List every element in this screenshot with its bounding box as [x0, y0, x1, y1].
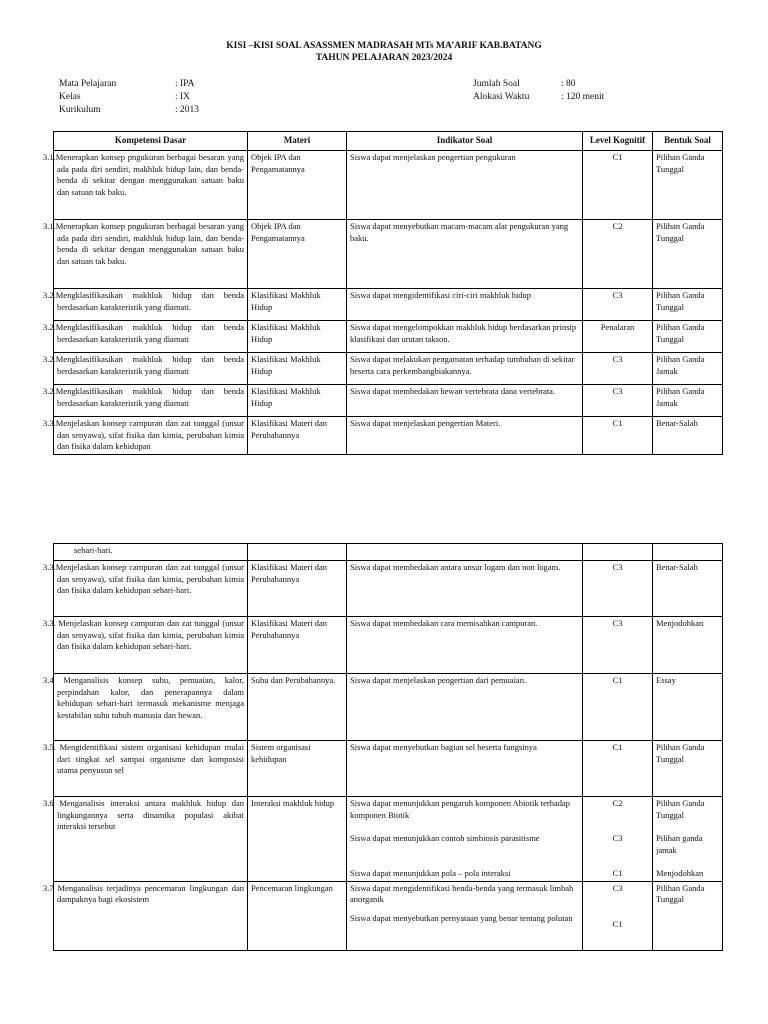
- level-item: C1: [612, 868, 623, 878]
- kd-cell: 3.4 Menganalisis konsep suhu, pemuaian, kalor, perpindahan kalor, dan penerapannya dalam kehidupan sehari-hari termasuk mekanisme menjaga kestabilan suhu tubuh manusia dan hewan.: [54, 674, 248, 741]
- bentuk-item: Pilihan Ganda Tunggal: [656, 882, 705, 904]
- bentuk-cell: Pilihan Ganda Jamak: [653, 353, 723, 385]
- document-subtitle: TAHUN PELAJARAN 2023/2024: [315, 53, 453, 63]
- table-row: [54, 353, 723, 385]
- table-row: [54, 797, 723, 882]
- kd-cell: 3.6 Menganalisis interaksi antara makhluk hidup dan lingkungannya serta dinamika populasi akibat interaksi tersebut: [54, 797, 248, 882]
- table-row: [54, 561, 723, 617]
- bentuk-cell: Pilihan Ganda Tunggal: [653, 220, 723, 289]
- level-item: C3: [612, 882, 623, 893]
- materi-cell: Klasifikasi Makhluk Hidup: [248, 321, 347, 353]
- table-header-row: [54, 132, 723, 151]
- indikator-cell: Siswa dapat menjelaskan pengertian dari pemuaian.: [347, 674, 583, 741]
- level-cell: C1: [583, 741, 653, 797]
- materi-cell: Pencemaran lingkungan: [248, 881, 347, 950]
- table-row: [54, 544, 723, 561]
- materi-cell: Interaksi makhluk hidup: [248, 797, 347, 882]
- bentuk-cell: Pilihan Ganda Tunggal: [653, 151, 723, 220]
- level-cell: C2: [583, 220, 653, 289]
- bentuk-item: Pilihan ganda jamak: [656, 833, 703, 855]
- indikator-cell: Siswa dapat menyebutkan macam-macam alat pengukuran yang baku.: [347, 220, 583, 289]
- level-cell: C3: [583, 289, 653, 321]
- indikator-cell: Siswa dapat mengelompokkan makhluk hidup berdasarkan prinsip klasifikasi dan urutan takson.: [347, 321, 583, 353]
- level-cell: [583, 544, 653, 561]
- level-cell: [583, 881, 653, 950]
- level-cell: C3: [583, 561, 653, 617]
- info-label: Alokasi Waktu: [473, 92, 530, 102]
- materi-cell: Sistem organisasi kehidupan: [248, 741, 347, 797]
- info-value: : IX: [175, 92, 191, 102]
- column-header: Materi: [248, 132, 347, 151]
- indikator-item: Siswa dapat menyebutkan pernyataan yang benar tentang polutan: [350, 912, 573, 923]
- table-row: [54, 151, 723, 220]
- materi-cell: Klasifikasi Makhluk Hidup: [248, 289, 347, 321]
- indikator-cell: [347, 797, 583, 882]
- kd-cell: 3.2.Mengklasifikasikan makhluk hidup dan benda berdasarkan karakteristik yang diamati.: [54, 289, 248, 321]
- indikator-item: Siswa dapat menunjukkan contoh simbiosis parasitisme: [350, 833, 540, 843]
- bentuk-cell: Menjodohkan: [653, 617, 723, 674]
- level-cell: C3: [583, 385, 653, 417]
- info-label: Mata Pelajaran: [59, 79, 117, 89]
- indikator-item: Siswa dapat mengidentifikasi benda-benda yang termasuk limbah anorganik: [350, 882, 574, 904]
- materi-cell: Suhu dan Perubahannya.: [248, 674, 347, 741]
- column-header: Kompetensi Dasar: [54, 132, 248, 151]
- info-label: Jumlah Soal: [473, 79, 520, 89]
- document-title: KISI –KISI SOAL ASASSMEN MADRASAH MTs MA’ARIF KAB.BATANG: [226, 41, 542, 51]
- materi-cell: Objek IPA dan Pengamatannya: [248, 220, 347, 289]
- table-row: [54, 674, 723, 741]
- bentuk-cell: [653, 881, 723, 950]
- kd-cell: 3.7 Menganalisis terjadinya pencemaran lingkungan dan dampaknya bagi ekosistem: [54, 881, 248, 950]
- info-value: : IPA: [175, 79, 195, 89]
- kd-cell: 3.2.Mengklasifikasikan makhluk hidup dan benda berdasarkan karakteristik yang diamati: [54, 353, 248, 385]
- bentuk-cell: Pilihan Ganda Tunggal: [653, 321, 723, 353]
- bentuk-item: Pilihan Ganda Tunggal: [656, 798, 705, 820]
- kd-cell: 3.1.Menerapkan konsep pngukuran berbagai besaran yang ada pada diri sendiri, makhluk hidup lain, dan benda-benda di sekitar dengan menggunakan satuan baku dan satuan tak baku.: [54, 151, 248, 220]
- table-row: [54, 385, 723, 417]
- info-right: [473, 78, 604, 104]
- kd-cell: 3.5. Mengidentifikasi sistem organisasi kehidupan mulai dari tingkat sel sampai organisme dan komposisi utama penyusun sel: [54, 741, 248, 797]
- level-item: C3: [612, 833, 623, 843]
- level-cell: C3: [583, 617, 653, 674]
- info-left: [59, 78, 199, 117]
- indikator-cell: Siswa dapat mengidentifikasi ciri-ciri makhluk hidup: [347, 289, 583, 321]
- table-row: [54, 617, 723, 674]
- table-row: [54, 741, 723, 797]
- level-cell: [583, 797, 653, 882]
- kd-cell: 3.2.Mengklasifikasikan makhluk hidup dan benda berdasarkan karakteristik yang diamati: [54, 385, 248, 417]
- bentuk-cell: Pilihan Ganda Tunggal: [653, 741, 723, 797]
- indikator-cell: [347, 881, 583, 950]
- kd-cell: 3.1.Menerapkan konsep pngukuran berbagai besaran yang ada pada diri sendiri, makhluk hidup lain, dan benda-benda di sekitar dengan menggunakan satuan baku dan satuan tak baku.: [54, 220, 248, 289]
- table-row: [54, 417, 723, 455]
- level-cell: C1: [583, 151, 653, 220]
- materi-cell: Klasifikasi Makhluk Hidup: [248, 353, 347, 385]
- kisi-table-page2: [43, 543, 723, 951]
- indikator-cell: [347, 544, 583, 561]
- materi-cell: Objek IPA dan Pengamatannya: [248, 151, 347, 220]
- indikator-cell: Siswa dapat membedakan antara unsur logam dan non logam.: [347, 561, 583, 617]
- bentuk-item: Menjodohkan: [656, 868, 704, 878]
- table-row: [54, 220, 723, 289]
- bentuk-cell: [653, 544, 723, 561]
- kd-cell: sehari-hari.: [54, 544, 248, 561]
- info-label: Kelas: [59, 92, 81, 102]
- indikator-item: Siswa dapat menunjukkan pengaruh komponen Abiotik terhadap komponen Biotik: [350, 798, 571, 820]
- table-row: [54, 289, 723, 321]
- info-label: Kurikulum: [59, 105, 101, 115]
- column-header: Bentuk Soal: [653, 132, 723, 151]
- kd-cell: 3.2.Mengklasifikasikan makhluk hidup dan benda berdasarkan karakteristik yang diamati: [54, 321, 248, 353]
- info-value: : 80: [561, 79, 576, 89]
- indikator-cell: Siswa dapat membedakan cara memisahkan campuran.: [347, 617, 583, 674]
- kd-cell: 3.3.Menjelaskan konsep campuran dan zat tunggal (unsur dan senyawa), sifat fisika dan kimia, perubahan kimia dan fisika dalam kehidupan sehari-hari.: [54, 561, 248, 617]
- bentuk-cell: Pilihan Ganda Tunggal: [653, 289, 723, 321]
- bentuk-cell: Benar-Salah: [653, 417, 723, 455]
- level-cell: C1: [583, 417, 653, 455]
- kd-cell: 3.3. Menjelaskan konsep campuran dan zat tunggal (unsur dan senyawa), sifat fisika dan kimia, perubahan kimia dan fisika dalam kehidupan sehari-hari.: [54, 617, 248, 674]
- bentuk-cell: Essay: [653, 674, 723, 741]
- materi-cell: Klasifikasi Makhluk Hidup: [248, 385, 347, 417]
- indikator-cell: Siswa dapat melakukan pengamatan terhadap tumbuhan di sekitar beserta cara perkembangbiakannya.: [347, 353, 583, 385]
- materi-cell: Klasifikasi Materi dan Perubahannya: [248, 417, 347, 455]
- bentuk-cell: [653, 797, 723, 882]
- indikator-cell: Siswa dapat membedakan hewan vertebrata dana vertebrata.: [347, 385, 583, 417]
- materi-cell: Klasifikasi Materi dan Perubahannya: [248, 617, 347, 674]
- level-item: C1: [612, 918, 623, 929]
- column-header: Indikator Soal: [347, 132, 583, 151]
- indikator-item: Siswa dapat menunjukkan pola – pola interaksi: [350, 868, 511, 878]
- kd-cell: 3.3.Menjelaskan konsep campuran dan zat tunggal (unsur dan senyawa), sifat fisika dan kimia, perubahan kimia dan fisika dalam kehidupan: [54, 417, 248, 455]
- indikator-cell: Siswa dapat menjelaskan pengertian pengukuran: [347, 151, 583, 220]
- bentuk-cell: Benar-Salah: [653, 561, 723, 617]
- indikator-cell: Siswa dapat menyebutkan bagian sel beserta fungsinya: [347, 741, 583, 797]
- kisi-table-page1: [43, 131, 723, 455]
- table-row: [54, 881, 723, 950]
- materi-cell: Klasifikasi Materi dan Perubahannya: [248, 561, 347, 617]
- level-cell: C3: [583, 353, 653, 385]
- info-value: : 120 menit: [561, 92, 605, 102]
- level-item: C2: [612, 798, 623, 808]
- level-cell: Penalaran: [583, 321, 653, 353]
- level-cell: C1: [583, 674, 653, 741]
- column-header: Level Kognitif: [583, 132, 653, 151]
- table-row: [54, 321, 723, 353]
- bentuk-cell: Pilihan Ganda Jamak: [653, 385, 723, 417]
- materi-cell: [248, 544, 347, 561]
- indikator-cell: Siswa dapat menjelaskan pengertian Materi.: [347, 417, 583, 455]
- info-value: : 2013: [175, 105, 200, 115]
